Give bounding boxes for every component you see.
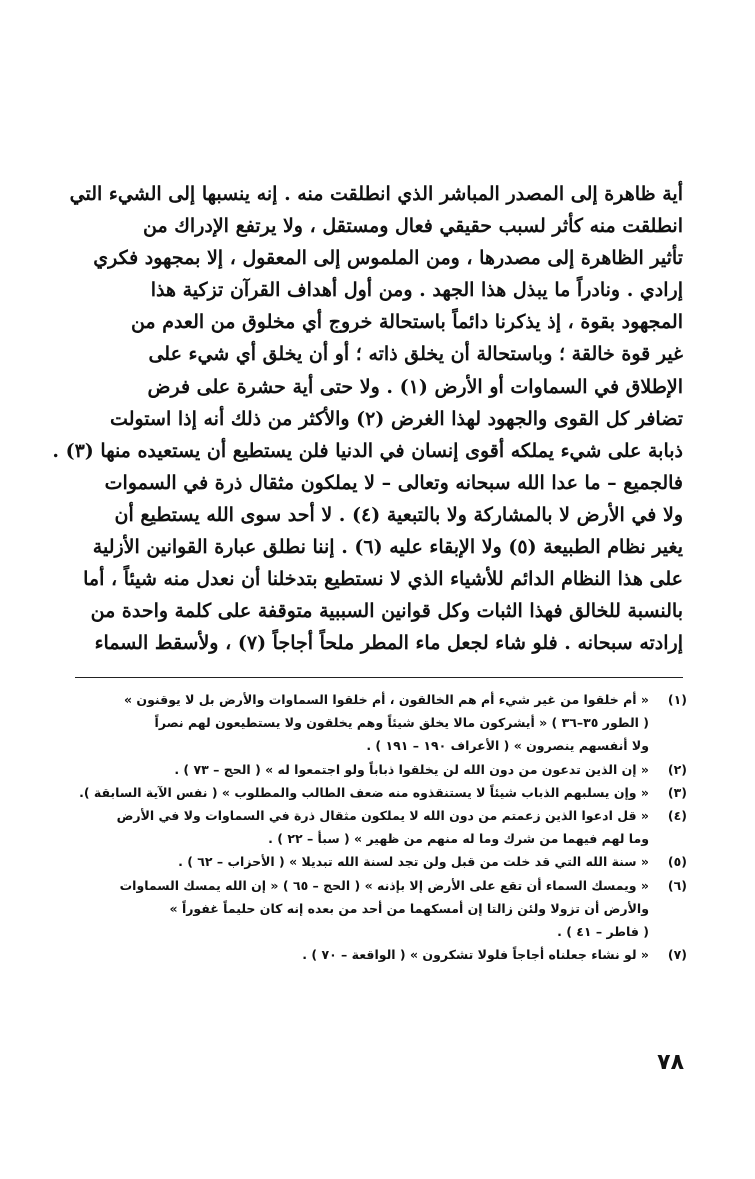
footnote-text [75,943,649,966]
footnote-number: (١) [667,692,687,707]
body-line: أية ظاهرة إلى المصدر المباشر الذي انطلقت منه . إنه ينسبها إلى الشيء التي [69,183,683,205]
footnote-text [75,758,649,781]
body-line: ولا في الأرض لا بالمشاركة ولا بالتبعية (٤) . لا أحد سوى الله يستطيع أن [114,503,683,526]
footnote-line: « إن الذين تدعون من دون الله لن يخلقوا ذباباً ولو اجتمعوا له » ( الحج – ٧٣ ) . [174,761,649,777]
footnote-number: (٧) [667,947,687,963]
footnote-line: ( الطور ٣٥–٣٦ ) « أيشركون مالا يخلق شيئاً وهم يخلقون ولا يستطيعون لهم نصراً [154,715,649,731]
footnote-line: « لو نشاء جعلناه أجاجاً فلولا تشكرون » ( الواقعة – ٧٠ ) . [302,947,649,963]
body-line: إرادي . ونادراً ما يبذل هذا الجهد . ومن أول أهداف القرآن تزكية هذا [150,279,683,302]
footnote-number: (٦) [667,877,687,893]
footnote [75,688,687,758]
footnote-number: (٥) [667,854,687,870]
body-line: المجهود بقوة ، إذ يذكرنا دائماً باستحالة خروج أي مخلوق من العدم من [130,311,683,334]
footnote-line: والأرض أن تزولا ولئن زالتا إن أمسكهما من أحد من بعده إنه كان حليماً غفوراً » [169,900,649,916]
footnote-text [75,781,649,804]
footnote [75,874,687,944]
body-line: غير قوة خالقة ؛ وباستحالة أن يخلق ذاته ؛ أو أن يخلق أي شيء على [148,343,683,366]
footnote-line: « قل ادعوا الذين زعمتم من دون الله لا يملكون مثقال ذرة في السماوات ولا في الأرض [116,808,649,824]
footnote-line: « سنة الله التي قد خلت من قبل ولن تجد لسنة الله تبديلا » ( الأحزاب – ٦٢ ) . [178,854,649,870]
body-line: فالجميع – ما عدا الله سبحانه وتعالى – لا يملكون مثقال ذرة في السموات [104,471,683,494]
footnote-separator [75,677,683,678]
page-number: ٧٨ [657,1050,684,1075]
body-line: ذبابة على شيء يملكه أقوى إنسان في الدنيا فلن يستطيع أن يستعيده منها (٣) . [52,439,683,462]
footnote-text [75,804,649,850]
footnote-text [75,688,649,758]
body-line: يغير نظام الطبيعة (٥) ولا الإبقاء عليه (٦) . إننا نطلق عبارة القوانين الأزلية [92,536,683,559]
footnote-line: « وإن يسلبهم الذباب شيئاً لا يستنقذوه منه ضعف الطالب والمطلوب » ( نفس الآية السابقة ). [79,784,649,800]
footnote [75,781,687,804]
footnote-text [75,850,649,873]
body-line: إرادته سبحانه . فلو شاء لجعل ماء المطر ملحاً أجاجاً (٧) ، ولأسقط السماء [94,632,683,655]
footnote-line: ولا أنفسهم ينصرون » ( الأعراف ١٩٠ – ١٩١ ) . [366,738,649,754]
footnote [75,850,687,873]
body-line: الإطلاق في السماوات أو الأرض (١) . ولا حتى أية حشرة على فرض [147,375,683,398]
footnote-number: (٤) [667,808,687,824]
footnote-number: (٣) [667,784,687,800]
footnotes-list [75,688,687,966]
footnote-line: « ويمسك السماء أن تقع على الأرض إلا بإذنه » ( الحج – ٦٥ ) « إن الله يمسك السماوات [119,877,649,893]
footnote [75,758,687,781]
footnote-line: « أم خلقوا من غير شيء أم هم الخالقون ، أم خلقوا السماوات والأرض بل لا يوقنون » [124,692,649,707]
body-text [52,178,683,659]
footnote-line: ( فاطر – ٤١ ) . [557,924,649,940]
body-line: على هذا النظام الدائم للأشياء الذي لا نستطيع بتدخلنا أن نعدل منه شيئاً ، أما [83,568,683,591]
body-line: بالنسبة للخالق فهذا الثبات وكل قوانين السببية متوقفة على كلمة واحدة من [90,600,683,623]
footnote-number: (٢) [667,761,687,777]
body-line: تأثير الظاهرة إلى مصدرها ، ومن الملموس إلى المعقول ، إلا بمجهود فكري [93,247,683,270]
footnote-line: وما لهم فيهما من شرك وما له منهم من ظهير » ( سبأ – ٢٢ ) . [268,831,649,847]
footnote [75,804,687,850]
body-line: انطلقت منه كأثر لسبب حقيقي فعال ومستقل ، ولا يرتفع الإدراك من [143,215,683,238]
footnote [75,943,687,966]
footnote-text [75,874,649,944]
body-line: تضافر كل القوى والجهود لهذا الغرض (٢) والأكثر من ذلك أنه إذا استولت [110,407,683,430]
